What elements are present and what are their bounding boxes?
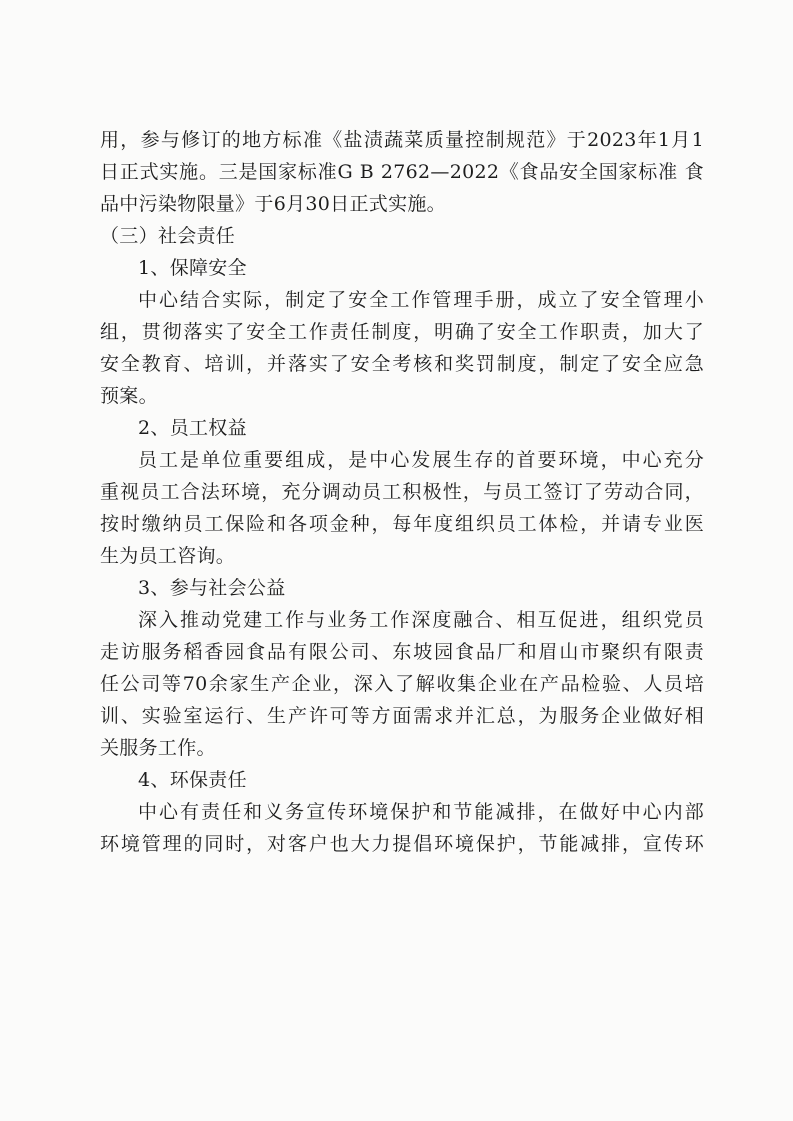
section-heading-social-responsibility: （三）社会责任 [100,225,236,247]
body-line-employee-1: 员工是单位重要组成，是中心发展生存的首要环境，中心充分 [138,449,704,471]
body-line-welfare-4: 训、实验室运行、生产许可等方面需求并汇总，为服务企业做好相 [100,705,704,727]
subheading-environmental: 4、环保责任 [138,769,247,791]
body-line-environmental-2: 环境管理的同时，对客户也大力提倡环境保护，节能减排，宣传环 [100,833,704,855]
body-line-employee-4: 生为员工咨询。 [100,545,236,567]
subheading-public-welfare: 3、参与社会公益 [138,577,286,599]
body-line-employee-3: 按时缴纳员工保险和各项金种，每年度组织员工体检，并请专业医 [100,513,704,535]
body-line-3: 品中污染物限量》于6月30日正式实施。 [100,193,446,215]
body-line-welfare-5: 关服务工作。 [100,737,216,759]
body-line-welfare-1: 深入推动党建工作与业务工作深度融合、相互促进，组织党员 [138,609,704,631]
subheading-safety: 1、保障安全 [138,257,247,279]
body-line-welfare-2: 走访服务稻香园食品有限公司、东坡园食品厂和眉山市聚织有限责 [100,641,704,663]
body-line-safety-1: 中心结合实际，制定了安全工作管理手册，成立了安全管理小 [138,289,704,311]
body-line-environmental-1: 中心有责任和义务宣传环境保护和节能减排，在做好中心内部 [138,801,704,823]
body-line-welfare-3: 任公司等70余家生产企业，深入了解收集企业在产品检验、人员培 [100,673,704,695]
document-body [100,124,704,860]
body-line-safety-4: 预案。 [100,385,158,407]
body-line-1: 用，参与修订的地方标准《盐渍蔬菜质量控制规范》于2023年1月1 [100,129,704,151]
subheading-employee-rights: 2、员工权益 [138,417,247,439]
body-line-safety-2: 组，贯彻落实了安全工作责任制度，明确了安全工作职责，加大了 [100,321,704,343]
body-line-2: 日正式实施。三是国家标准G B 2762—2022《食品安全国家标准 食 [100,161,704,183]
body-line-employee-2: 重视员工合法环境，充分调动员工积极性，与员工签订了劳动合同， [100,481,704,503]
body-line-safety-3: 安全教育、培训，并落实了安全考核和奖罚制度，制定了安全应急 [100,353,704,375]
